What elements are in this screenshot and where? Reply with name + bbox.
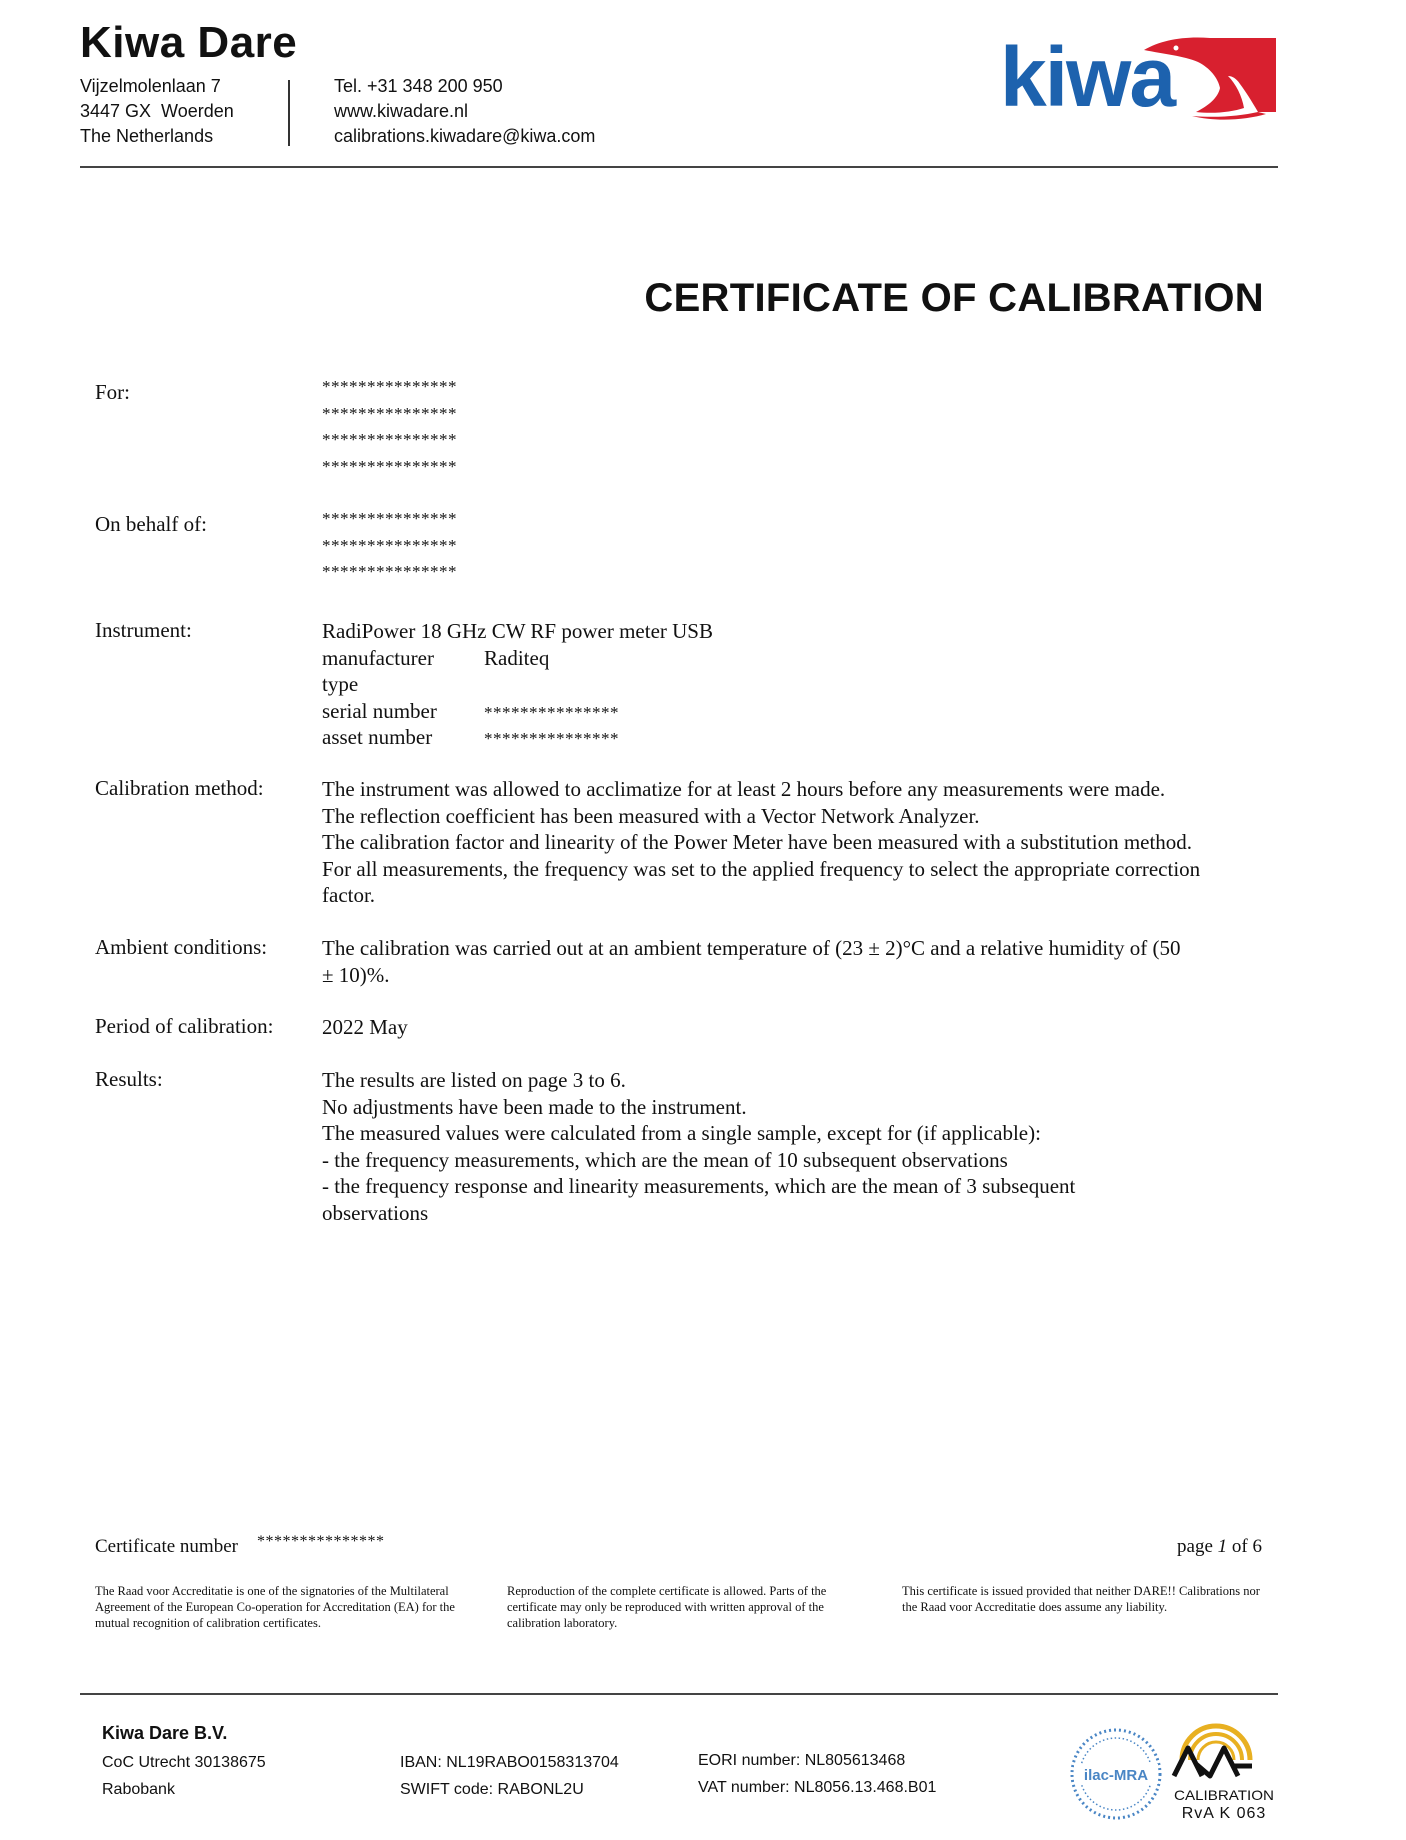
field-value-ambient-conditions <box>322 935 1272 988</box>
page-current: 1 <box>1217 1536 1228 1557</box>
page-indicator <box>1177 1536 1262 1558</box>
footer-coc: CoC Utrecht 30138675 <box>102 1754 266 1771</box>
instrument-asset-number <box>322 724 1272 751</box>
detail-key: type <box>322 672 359 696</box>
company-address <box>80 74 234 149</box>
footer-rule <box>80 1693 1278 1695</box>
kiwa-logo-beaver-eye <box>1174 46 1179 51</box>
text-line: The instrument was allowed to acclimatize for at least 2 hours before any measurements were made. <box>322 777 1166 801</box>
text-line: observations <box>322 1200 429 1225</box>
masked-text: *************** <box>322 430 457 449</box>
company-name: Kiwa Dare <box>80 18 298 67</box>
instrument-name: RadiPower 18 GHz CW RF power meter USB <box>322 619 713 643</box>
detail-key: serial number <box>322 698 437 723</box>
field-label-on-behalf-of: On behalf of: <box>95 512 207 536</box>
field-label-for: For: <box>95 380 131 404</box>
masked-text: *************** <box>322 509 457 528</box>
ilac-mra-logo <box>1068 1726 1164 1822</box>
footer-iban: IBAN: NL19RABO0158313704 <box>400 1754 619 1771</box>
footer-company-name: Kiwa Dare B.V. <box>102 1723 228 1743</box>
field-label-calibration-method: Calibration method: <box>95 776 264 800</box>
footer-registration <box>102 1749 266 1803</box>
header-divider <box>288 80 290 146</box>
svg-text:CALIBRATION: CALIBRATION <box>1174 1787 1274 1803</box>
fine-print-accreditation: The Raad voor Accreditatie is one of the signatories of the Multilateral Agreement of the European Co-operation for Accreditation (EA) for the mutual recognition of calibration certificates. <box>95 1584 455 1630</box>
instrument-serial-number <box>322 698 1272 725</box>
address-city: 3447 GX Woerden <box>80 101 234 121</box>
certificate-number-value: *************** <box>257 1533 385 1550</box>
text-line: - the frequency measurements, which are the mean of 10 subsequent observations <box>322 1147 1008 1172</box>
field-label-ambient-conditions: Ambient conditions: <box>95 935 268 959</box>
field-label-period: Period of calibration: <box>95 1014 274 1038</box>
text-line: The results are listed on page 3 to 6. <box>322 1068 626 1092</box>
rva-calibration-logo <box>1166 1714 1282 1824</box>
masked-text: *************** <box>322 535 457 555</box>
address-country: The Netherlands <box>80 126 214 146</box>
field-value-period: 2022 May <box>322 1015 408 1039</box>
footer-bank: Rabobank <box>102 1781 175 1798</box>
masked-text: *************** <box>322 456 457 476</box>
page-prefix: page <box>1177 1536 1213 1557</box>
detail-key: manufacturer <box>322 645 434 670</box>
kiwa-logo <box>996 22 1276 122</box>
instrument-manufacturer <box>322 645 1272 672</box>
text-line: The measured values were calculated from a single sample, except for (if applicable): <box>322 1121 1041 1145</box>
field-label-instrument: Instrument: <box>95 618 192 642</box>
contact-email: calibrations.kiwadare@kiwa.com <box>334 126 596 146</box>
masked-text: *************** <box>484 702 619 722</box>
svg-text:ilac-MRA: ilac-MRA <box>1083 1767 1149 1784</box>
text-line: The calibration factor and linearity of the Power Meter have been measured with a substitution method. <box>322 830 1193 854</box>
field-value-for <box>322 374 1272 480</box>
certificate-title: CERTIFICATE OF CALIBRATION <box>644 276 1264 320</box>
instrument-type <box>322 671 1272 698</box>
kiwa-logo-text: kiwa <box>1000 30 1175 122</box>
page-total: 6 <box>1252 1536 1262 1557</box>
certificate-number-label: Certificate number <box>95 1536 238 1557</box>
text-line: The reflection coefficient has been measured with a Vector Network Analyzer. <box>322 803 980 828</box>
page-of: of <box>1231 1536 1248 1557</box>
masked-text: *************** <box>322 403 457 423</box>
text-line: ± 10)%. <box>322 962 390 987</box>
text-line: For all measurements, the frequency was set to the applied frequency to select the appropriate correction <box>322 856 1201 881</box>
company-contact <box>334 74 595 149</box>
field-value-calibration-method <box>322 776 1272 909</box>
masked-text: *************** <box>322 562 457 581</box>
field-label-results: Results: <box>95 1067 163 1091</box>
footer-swift: SWIFT code: RABONL2U <box>400 1781 584 1798</box>
text-line: - the frequency response and linearity measurements, which are the mean of 3 subsequent <box>322 1174 1076 1198</box>
field-value-on-behalf-of <box>322 506 1272 586</box>
field-value-instrument <box>322 618 1272 751</box>
header-rule <box>80 166 1278 168</box>
masked-text: *************** <box>322 377 457 396</box>
detail-key: asset number <box>322 725 433 749</box>
address-street: Vijzelmolenlaan 7 <box>80 76 221 96</box>
field-value-results <box>322 1067 1272 1226</box>
detail-value: Raditeq <box>484 645 550 670</box>
kiwa-logo-beaver-tail <box>1192 112 1266 120</box>
fine-print-reproduction: Reproduction of the complete certificate is allowed. Parts of the certificate may only be reproduced with written approval of the calibration laboratory. <box>507 1584 827 1630</box>
contact-phone: Tel. +31 348 200 950 <box>334 76 503 96</box>
text-line: factor. <box>322 883 376 907</box>
contact-website: www.kiwadare.nl <box>334 101 469 121</box>
footer-eori: EORI number: NL805613468 <box>698 1752 906 1769</box>
text-line: The calibration was carried out at an ambient temperature of (23 ± 2)°C and a relative humidity of (50 <box>322 936 1181 960</box>
text-line: No adjustments have been made to the instrument. <box>322 1094 747 1119</box>
footer-banking <box>400 1749 619 1803</box>
footer-tax <box>698 1747 936 1801</box>
footer-vat: VAT number: NL8056.13.468.B01 <box>698 1779 937 1796</box>
fine-print-liability: This certificate is issued provided that neither DARE!! Calibrations nor the Raad voor Accreditatie does assume any liability. <box>902 1584 1260 1614</box>
masked-text: *************** <box>484 729 619 748</box>
svg-text:RvA K 063: RvA K 063 <box>1181 1805 1267 1822</box>
